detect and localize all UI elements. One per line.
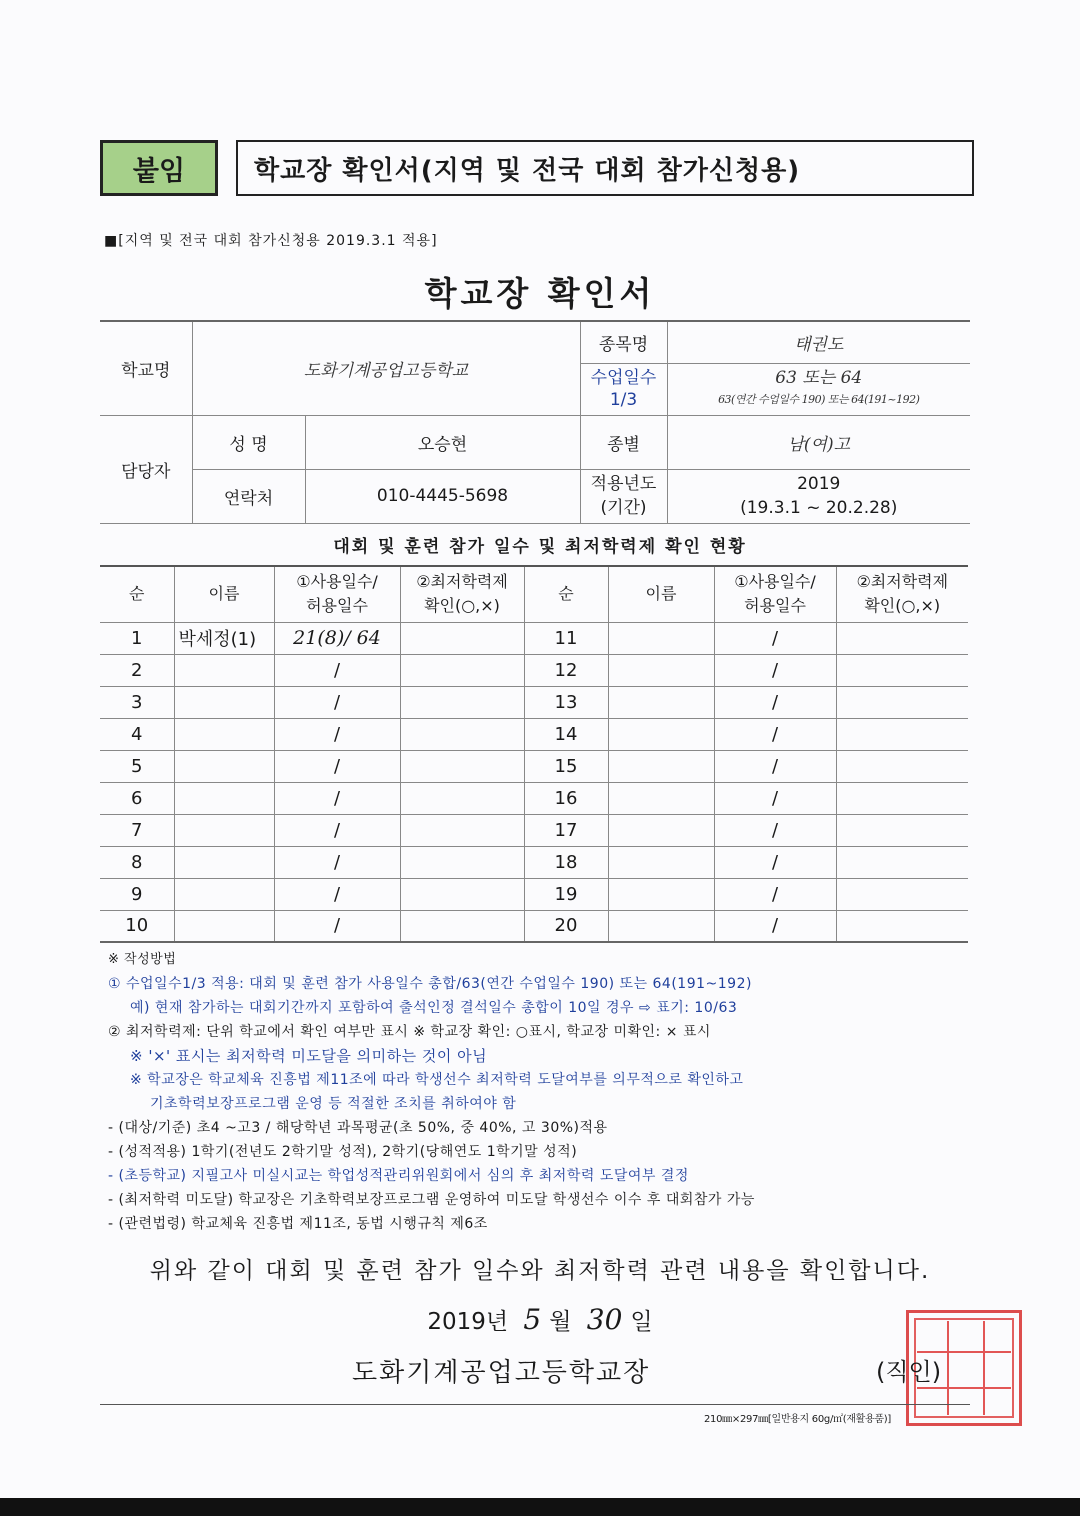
instruction-line: ※ '×' 표시는 최저학력 미도달을 의미하는 것이 아님 [130,1047,488,1065]
days-label-line1: 수업일수 [590,368,657,388]
days-used-allowed: / [274,718,400,750]
header-min-line2: 확인(○,×) [864,596,941,616]
student-name [608,622,714,654]
table-row [100,622,968,654]
row-number: 18 [524,846,608,878]
header-name: 이름 [608,566,714,622]
min-academic-check [836,814,968,846]
student-name [174,718,274,750]
student-name [608,878,714,910]
date-year: 2019년 [427,1309,509,1335]
header-days-line2: 허용일수 [744,596,806,616]
days-used-allowed: / [714,878,836,910]
date-month-unit: 월 [549,1309,572,1335]
days-used-allowed: / [714,782,836,814]
min-academic-check [836,718,968,750]
gender-label: 종별 [580,415,667,469]
seal-mark [947,1321,949,1415]
instruction-line: 기초학력보장프로그램 운영 등 적절한 조치를 취하여야 함 [150,1096,517,1112]
year-value-line2: (19.3.1 ~ 20.2.28) [740,498,898,518]
instruction-line: - (최저학력 미도달) 학교장은 기초학력보장프로그램 운영하여 미도달 학생선수 이수 후 대회참가 가능 [108,1192,755,1208]
footer-divider [100,1404,970,1405]
days-used-allowed: / [714,654,836,686]
min-academic-check [836,750,968,782]
days-used-allowed: / [274,654,400,686]
school-value: 도화기계공업고등학교 [192,321,580,415]
header-min-line1: ②최저학력제 [856,572,949,592]
writing-instructions [108,948,978,1236]
min-academic-check [400,846,524,878]
date-day-unit: 일 [630,1309,653,1335]
table-row [100,782,968,814]
student-name [174,686,274,718]
header-days-line1: ①사용일수/ [296,572,378,592]
min-academic-check [836,622,968,654]
row-number: 19 [524,878,608,910]
days-used-allowed: / [714,846,836,878]
student-name [608,910,714,942]
header-name: 이름 [174,566,274,622]
confirmation-statement: 위와 같이 대회 및 훈련 참가 일수와 최저학력 관련 내용을 확인합니다. [149,1258,931,1284]
min-academic-check [836,846,968,878]
participation-table [100,565,968,943]
row-number: 1 [100,622,174,654]
days-value-line1: 63 또는 64 [775,368,863,388]
table-row [100,814,968,846]
min-academic-check [400,654,524,686]
min-academic-check [400,622,524,654]
header-days [274,566,400,622]
header-no: 순 [524,566,608,622]
student-name [174,910,274,942]
student-name [174,750,274,782]
min-academic-check [400,814,524,846]
instruction-line: ※ 학교장은 학교체육 진흥법 제11조에 따라 학생선수 최저학력 도달여부를 의무적으로 확인하고 [130,1072,744,1088]
attachment-tag: 붙임 [100,140,218,196]
table-row [100,910,968,942]
name-value: 오승현 [305,415,580,469]
date-day-value: 30 [586,1303,623,1336]
header-no: 순 [100,566,174,622]
row-number: 8 [100,846,174,878]
days-used-allowed: / [274,878,400,910]
contact-label: 연락처 [192,469,305,523]
student-name [608,846,714,878]
days-used-allowed: / [714,718,836,750]
min-academic-check [400,910,524,942]
row-number: 14 [524,718,608,750]
days-used-allowed: 21(8)/ 64 [274,622,400,654]
days-label [580,363,667,415]
row-number: 17 [524,814,608,846]
student-name [174,782,274,814]
table-row [100,654,968,686]
days-used-allowed: / [714,622,836,654]
min-academic-check [836,878,968,910]
event-value: 태권도 [667,321,970,363]
row-number: 20 [524,910,608,942]
event-label: 종목명 [580,321,667,363]
roster-header-row [100,566,968,622]
row-number: 3 [100,686,174,718]
min-academic-check [400,718,524,750]
header-days [714,566,836,622]
row-number: 11 [524,622,608,654]
instruction-line: - (초등학교) 지필고사 미실시교는 학업성적관리위원회에서 심의 후 최저학력 도달여부 결정 [108,1168,689,1184]
days-used-allowed: / [274,686,400,718]
student-name [608,718,714,750]
days-label-line2: 1/3 [609,390,638,410]
header-min-line1: ②최저학력제 [416,572,508,592]
name-label: 성 명 [192,415,305,469]
row-number: 2 [100,654,174,686]
header-days-line2: 허용일수 [306,596,368,616]
row-number: 9 [100,878,174,910]
applicability-note: ■[지역 및 전국 대회 참가신청용 2019.3.1 적용] [104,233,438,249]
seal-mark [917,1387,1011,1389]
student-name [174,878,274,910]
min-academic-check [400,782,524,814]
min-academic-check [836,910,968,942]
days-used-allowed: / [714,686,836,718]
student-name [174,814,274,846]
instruction-line: 예) 현재 참가하는 대회기간까지 포함하여 출석인정 결석일수 총합이 10일 경우 ⇨ 표기: 10/63 [130,1000,738,1016]
year-label [580,469,667,523]
section-title: 대회 및 훈련 참가 일수 및 최저학력제 확인 현황 [333,537,747,557]
days-used-allowed: / [274,782,400,814]
student-name [608,654,714,686]
principal-name: 도화기계공업고등학교장 [352,1358,651,1388]
gender-value: 남(여)고 [667,415,970,469]
days-value-line2: 63(연간 수업일수 190) 또는 64(191~192) [718,393,920,406]
row-number: 5 [100,750,174,782]
header-min-line2: 확인(○,×) [424,596,500,616]
screen-bottom-bar [0,1498,1080,1516]
student-name [608,750,714,782]
instruction-line: - (관련법령) 학교체육 진흥법 제11조, 동법 시행규칙 제6조 [108,1216,488,1232]
year-label-line2: (기간) [600,498,647,518]
seal-mark [983,1321,985,1415]
table-row [100,878,968,910]
instruction-line: ① 수업일수1/3 적용: 대회 및 훈련 참가 사용일수 총합/63(연간 수업일수 190) 또는 64(191~192) [108,976,752,992]
instruction-line: - (대상/기준) 초4 ~고3 / 해당학년 과목평균(초 50%, 중 40%, 고 30%)적용 [108,1120,608,1136]
student-name [608,782,714,814]
row-number: 13 [524,686,608,718]
days-used-allowed: / [714,814,836,846]
school-label: 학교명 [100,321,192,415]
paper-spec: 210㎜×297㎜[일반용지 60g/㎡(재활용품)] [704,1414,891,1425]
header-days-line1: ①사용일수/ [734,572,816,592]
student-name: 박세정(1) [174,622,274,654]
student-name [174,846,274,878]
row-number: 10 [100,910,174,942]
instructions-heading: ※ 작성방법 [108,952,177,967]
year-label-line1: 적용년도 [590,474,657,494]
row-number: 6 [100,782,174,814]
manager-label: 담당자 [100,415,192,523]
student-name [174,654,274,686]
min-academic-check [400,878,524,910]
header-title: 학교장 확인서(지역 및 전국 대회 참가신청용) [236,140,974,196]
instruction-line: - (성적적용) 1학기(전년도 2학기말 성적), 2학기(당해연도 1학기말 성적) [108,1144,578,1160]
min-academic-check [836,654,968,686]
table-row [100,846,968,878]
header-min [400,566,524,622]
seal-label: (직인) [876,1358,942,1386]
student-name [608,814,714,846]
year-value-line1: 2019 [797,474,841,494]
days-used-allowed: / [274,910,400,942]
row-number: 15 [524,750,608,782]
school-info-table [100,320,970,524]
row-number: 12 [524,654,608,686]
table-row [100,686,968,718]
table-row [100,718,968,750]
document-title: 학교장 확인서 [424,274,656,313]
contact-value: 010-4445-5698 [305,469,580,523]
days-used-allowed: / [714,750,836,782]
row-number: 7 [100,814,174,846]
min-academic-check [400,686,524,718]
table-row [100,750,968,782]
row-number: 4 [100,718,174,750]
instruction-line: ② 최저학력제: 단위 학교에서 확인 여부만 표시 ※ 학교장 확인: ○표시, 학교장 미확인: × 표시 [108,1024,711,1040]
days-used-allowed: / [274,814,400,846]
min-academic-check [836,782,968,814]
row-number: 16 [524,782,608,814]
year-value [667,469,970,523]
date-month-value: 5 [523,1303,542,1336]
days-used-allowed: / [274,750,400,782]
min-academic-check [400,750,524,782]
days-used-allowed: / [274,846,400,878]
student-name [608,686,714,718]
min-academic-check [836,686,968,718]
days-used-allowed: / [714,910,836,942]
header-min [836,566,968,622]
days-value [667,363,970,415]
